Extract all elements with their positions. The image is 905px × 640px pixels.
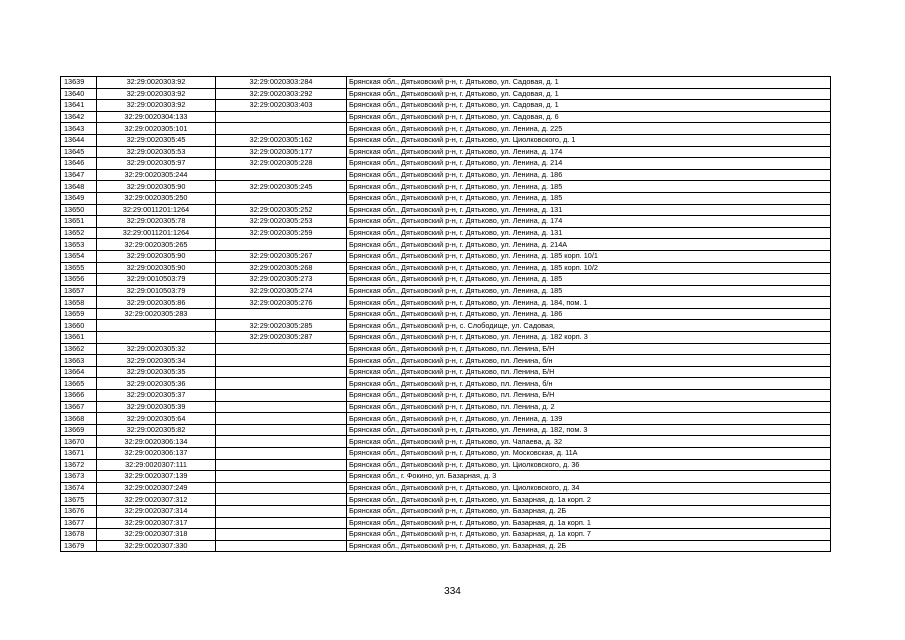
table-row [61,494,831,506]
row-number-cell: 13679 [61,540,97,552]
cadastral-number-cell: 32:29:0020305:32 [97,343,216,355]
building-cadastral-number-cell [216,401,347,413]
table-row [61,401,831,413]
building-cadastral-number-cell: 32:29:0020303:284 [216,77,347,89]
cadastral-number-cell: 32:29:0020303:92 [97,100,216,112]
cadastral-number-cell: 32:29:0020307:249 [97,482,216,494]
address-cell: Брянская обл., Дятьковский р-н, г. Дятьково, ул. Базарная, д. 1а корп. 1 [347,517,831,529]
cadastral-number-cell: 32:29:0020307:111 [97,459,216,471]
row-number-cell: 13650 [61,204,97,216]
table-row [61,146,831,158]
building-cadastral-number-cell: 32:29:0020305:285 [216,320,347,332]
building-cadastral-number-cell [216,123,347,135]
table-row [61,181,831,193]
cadastral-number-cell: 32:29:0020305:64 [97,413,216,425]
address-cell: Брянская обл., Дятьковский р-н, г. Дятьково, ул. Ленина, д. 174 [347,216,831,228]
building-cadastral-number-cell [216,448,347,460]
address-cell: Брянская обл., Дятьковский р-н, г. Дятьково, ул. Базарная, д. 1а корп. 2 [347,494,831,506]
row-number-cell: 13639 [61,77,97,89]
cadastral-number-cell: 32:29:0020305:250 [97,192,216,204]
building-cadastral-number-cell: 32:29:0020305:228 [216,158,347,170]
building-cadastral-number-cell [216,494,347,506]
building-cadastral-number-cell [216,459,347,471]
table-row [61,250,831,262]
row-number-cell: 13672 [61,459,97,471]
building-cadastral-number-cell: 32:29:0020305:177 [216,146,347,158]
cadastral-number-cell: 32:29:0020307:318 [97,529,216,541]
row-number-cell: 13657 [61,285,97,297]
cadastral-number-cell: 32:29:0020305:35 [97,366,216,378]
table-row [61,158,831,170]
table-row [61,192,831,204]
cadastral-number-cell: 32:29:0020305:34 [97,355,216,367]
address-cell: Брянская обл., Дятьковский р-н, г. Дятьково, пл. Ленина, Б/Н [347,390,831,402]
row-number-cell: 13664 [61,366,97,378]
row-number-cell: 13675 [61,494,97,506]
address-cell: Брянская обл., Дятьковский р-н, г. Дятьково, ул. Ленина, д. 214 [347,158,831,170]
cadastral-number-cell: 32:29:0020306:137 [97,448,216,460]
cadastral-number-cell: 32:29:0020303:92 [97,88,216,100]
cadastral-number-cell: 32:29:0020305:265 [97,239,216,251]
table-row [61,169,831,181]
cadastral-number-cell: 32:29:0020307:314 [97,505,216,517]
table-row [61,390,831,402]
table-row [61,343,831,355]
table-row [61,378,831,390]
row-number-cell: 13648 [61,181,97,193]
row-number-cell: 13653 [61,239,97,251]
table-row [61,517,831,529]
address-cell: Брянская обл., Дятьковский р-н, г. Дятьково, ул. Московская, д. 11А [347,448,831,460]
building-cadastral-number-cell [216,192,347,204]
address-cell: Брянская обл., Дятьковский р-н, г. Дятьково, ул. Ленина, д. 185 [347,181,831,193]
cadastral-number-cell: 32:29:0020307:312 [97,494,216,506]
table-row [61,413,831,425]
table-row [61,424,831,436]
address-cell: Брянская обл., Дятьковский р-н, г. Дятьково, ул. Ленина, д. 131 [347,204,831,216]
row-number-cell: 13670 [61,436,97,448]
row-number-cell: 13671 [61,448,97,460]
table-row [61,216,831,228]
building-cadastral-number-cell: 32:29:0020305:273 [216,274,347,286]
table-row [61,88,831,100]
cadastral-number-cell: 32:29:0020305:97 [97,158,216,170]
building-cadastral-number-cell [216,355,347,367]
row-number-cell: 13641 [61,100,97,112]
address-cell: Брянская обл., Дятьковский р-н, г. Дятьково, ул. Базарная, д. 2Б [347,505,831,517]
address-cell: Брянская обл., Дятьковский р-н, г. Дятьково, ул. Ленина, д. 185 [347,192,831,204]
row-number-cell: 13674 [61,482,97,494]
address-cell: Брянская обл., Дятьковский р-н, г. Дятьково, ул. Садовая, д. 1 [347,100,831,112]
cadastral-number-cell: 32:29:0020305:36 [97,378,216,390]
building-cadastral-number-cell: 32:29:0020305:276 [216,297,347,309]
row-number-cell: 13646 [61,158,97,170]
cadastral-number-cell: 32:29:0020303:92 [97,77,216,89]
building-cadastral-number-cell [216,471,347,483]
row-number-cell: 13665 [61,378,97,390]
table-row [61,355,831,367]
row-number-cell: 13645 [61,146,97,158]
address-cell: Брянская обл., Дятьковский р-н, г. Дятьково, ул. Ленина, д. 174 [347,146,831,158]
building-cadastral-number-cell [216,529,347,541]
building-cadastral-number-cell [216,239,347,251]
row-number-cell: 13644 [61,134,97,146]
cadastral-number-cell: 32:29:0020305:82 [97,424,216,436]
address-cell: Брянская обл., Дятьковский р-н, с. Слободище, ул. Садовая, [347,320,831,332]
address-cell: Брянская обл., Дятьковский р-н, г. Дятьково, ул. Ленина, д. 185 корп. 10/2 [347,262,831,274]
building-cadastral-number-cell: 32:29:0020305:274 [216,285,347,297]
row-number-cell: 13643 [61,123,97,135]
cadastral-number-cell [97,320,216,332]
building-cadastral-number-cell [216,482,347,494]
building-cadastral-number-cell [216,169,347,181]
row-number-cell: 13673 [61,471,97,483]
building-cadastral-number-cell [216,413,347,425]
address-cell: Брянская обл., Дятьковский р-н, г. Дятьково, ул. Ленина, д. 225 [347,123,831,135]
cadastral-number-cell: 32:29:0020304:133 [97,111,216,123]
address-cell: Брянская обл., г. Фокино, ул. Базарная, д. 3 [347,471,831,483]
cadastral-number-cell: 32:29:0020305:90 [97,250,216,262]
address-cell: Брянская обл., Дятьковский р-н, г. Дятьково, ул. Ленина, д. 182, пом. 3 [347,424,831,436]
row-number-cell: 13654 [61,250,97,262]
row-number-cell: 13659 [61,308,97,320]
table-body [61,77,831,552]
cadastral-number-cell: 32:29:0020305:53 [97,146,216,158]
table-row [61,274,831,286]
row-number-cell: 13640 [61,88,97,100]
address-cell: Брянская обл., Дятьковский р-н, г. Дятьково, ул. Циолковского, д. 34 [347,482,831,494]
row-number-cell: 13678 [61,529,97,541]
cadastral-number-cell: 32:29:0020307:330 [97,540,216,552]
building-cadastral-number-cell [216,343,347,355]
address-cell: Брянская обл., Дятьковский р-н, г. Дятьково, пл. Ленина, б/н [347,378,831,390]
row-number-cell: 13668 [61,413,97,425]
address-cell: Брянская обл., Дятьковский р-н, г. Дятьково, ул. Ленина, д. 186 [347,308,831,320]
cadastral-number-cell: 32:29:0020306:134 [97,436,216,448]
address-cell: Брянская обл., Дятьковский р-н, г. Дятьково, пл. Ленина, Б/Н [347,366,831,378]
table-row [61,111,831,123]
table-row [61,540,831,552]
table-row [61,262,831,274]
address-cell: Брянская обл., Дятьковский р-н, г. Дятьково, ул. Ленина, д. 185 корп. 10/1 [347,250,831,262]
table-row [61,529,831,541]
row-number-cell: 13661 [61,332,97,344]
table-row [61,505,831,517]
row-number-cell: 13677 [61,517,97,529]
building-cadastral-number-cell: 32:29:0020305:253 [216,216,347,228]
address-cell: Брянская обл., Дятьковский р-н, г. Дятьково, ул. Циолковского, д. 1 [347,134,831,146]
table-row [61,320,831,332]
table-row [61,227,831,239]
table-row [61,482,831,494]
building-cadastral-number-cell: 32:29:0020303:292 [216,88,347,100]
address-cell: Брянская обл., Дятьковский р-н, г. Дятьково, ул. Садовая, д. 1 [347,77,831,89]
row-number-cell: 13676 [61,505,97,517]
address-cell: Брянская обл., Дятьковский р-н, г. Дятьково, ул. Ленина, д. 184, пом. 1 [347,297,831,309]
address-cell: Брянская обл., Дятьковский р-н, г. Дятьково, ул. Базарная, д. 2Б [347,540,831,552]
cadastral-number-cell: 32:29:0010503:79 [97,274,216,286]
address-cell: Брянская обл., Дятьковский р-н, г. Дятьково, пл. Ленина, б/н [347,355,831,367]
cadastral-number-cell: 32:29:0020305:244 [97,169,216,181]
table-row [61,134,831,146]
address-cell: Брянская обл., Дятьковский р-н, г. Дятьково, пл. Ленина, Б/Н [347,343,831,355]
address-cell: Брянская обл., Дятьковский р-н, г. Дятьково, пл. Ленина, д. 2 [347,401,831,413]
building-cadastral-number-cell [216,540,347,552]
building-cadastral-number-cell [216,436,347,448]
building-cadastral-number-cell [216,424,347,436]
table-row [61,332,831,344]
cadastral-number-cell [97,332,216,344]
building-cadastral-number-cell: 32:29:0020305:162 [216,134,347,146]
building-cadastral-number-cell: 32:29:0020305:268 [216,262,347,274]
cadastral-number-cell: 32:29:0020307:317 [97,517,216,529]
address-cell: Брянская обл., Дятьковский р-н, г. Дятьково, ул. Ленина, д. 214А [347,239,831,251]
table-row [61,123,831,135]
cadastral-number-cell: 32:29:0020305:78 [97,216,216,228]
address-cell: Брянская обл., Дятьковский р-н, г. Дятьково, ул. Чапаева, д. 32 [347,436,831,448]
address-cell: Брянская обл., Дятьковский р-н, г. Дятьково, ул. Ленина, д. 186 [347,169,831,181]
building-cadastral-number-cell [216,390,347,402]
address-cell: Брянская обл., Дятьковский р-н, г. Дятьково, ул. Ленина, д. 139 [347,413,831,425]
row-number-cell: 13649 [61,192,97,204]
building-cadastral-number-cell: 32:29:0020305:259 [216,227,347,239]
table-row [61,436,831,448]
building-cadastral-number-cell [216,378,347,390]
address-cell: Брянская обл., Дятьковский р-н, г. Дятьково, ул. Ленина, д. 185 [347,274,831,286]
row-number-cell: 13652 [61,227,97,239]
building-cadastral-number-cell: 32:29:0020305:245 [216,181,347,193]
cadastral-number-cell: 32:29:0020305:37 [97,390,216,402]
row-number-cell: 13658 [61,297,97,309]
address-cell: Брянская обл., Дятьковский р-н, г. Дятьково, ул. Садовая, д. 1 [347,88,831,100]
table-row [61,366,831,378]
address-cell: Брянская обл., Дятьковский р-н, г. Дятьково, ул. Базарная, д. 1а корп. 7 [347,529,831,541]
cadastral-number-cell: 32:29:0020305:39 [97,401,216,413]
building-cadastral-number-cell: 32:29:0020305:287 [216,332,347,344]
table-row [61,297,831,309]
row-number-cell: 13662 [61,343,97,355]
row-number-cell: 13656 [61,274,97,286]
building-cadastral-number-cell: 32:29:0020305:267 [216,250,347,262]
table-row [61,448,831,460]
building-cadastral-number-cell: 32:29:0020303:403 [216,100,347,112]
row-number-cell: 13642 [61,111,97,123]
row-number-cell: 13660 [61,320,97,332]
row-number-cell: 13663 [61,355,97,367]
table-row [61,459,831,471]
cadastral-number-cell: 32:29:0020307:139 [97,471,216,483]
address-cell: Брянская обл., Дятьковский р-н, г. Дятьково, ул. Ленина, д. 131 [347,227,831,239]
table-row [61,100,831,112]
building-cadastral-number-cell [216,111,347,123]
table-row [61,308,831,320]
row-number-cell: 13655 [61,262,97,274]
table-row [61,77,831,89]
building-cadastral-number-cell [216,308,347,320]
cadastral-number-cell: 32:29:0020305:90 [97,181,216,193]
row-number-cell: 13667 [61,401,97,413]
row-number-cell: 13666 [61,390,97,402]
row-number-cell: 13647 [61,169,97,181]
address-cell: Брянская обл., Дятьковский р-н, г. Дятьково, ул. Ленина, д. 182 корп. 3 [347,332,831,344]
registry-table [60,76,831,552]
table-row [61,204,831,216]
row-number-cell: 13669 [61,424,97,436]
table-row [61,239,831,251]
cadastral-number-cell: 32:29:0020305:101 [97,123,216,135]
building-cadastral-number-cell [216,505,347,517]
address-cell: Брянская обл., Дятьковский р-н, г. Дятьково, ул. Ленина, д. 185 [347,285,831,297]
building-cadastral-number-cell [216,366,347,378]
cadastral-number-cell: 32:29:0020305:283 [97,308,216,320]
cadastral-number-cell: 32:29:0020305:90 [97,262,216,274]
page-number: 334 [444,586,461,597]
cadastral-number-cell: 32:29:0011201:1264 [97,204,216,216]
cadastral-number-cell: 32:29:0020305:45 [97,134,216,146]
row-number-cell: 13651 [61,216,97,228]
cadastral-number-cell: 32:29:0020305:86 [97,297,216,309]
address-cell: Брянская обл., Дятьковский р-н, г. Дятьково, ул. Циолковского, д. 36 [347,459,831,471]
address-cell: Брянская обл., Дятьковский р-н, г. Дятьково, ул. Садовая, д. 6 [347,111,831,123]
cadastral-number-cell: 32:29:0011201:1264 [97,227,216,239]
table-row [61,471,831,483]
cadastral-number-cell: 32:29:0010503:79 [97,285,216,297]
building-cadastral-number-cell: 32:29:0020305:252 [216,204,347,216]
table-row [61,285,831,297]
building-cadastral-number-cell [216,517,347,529]
